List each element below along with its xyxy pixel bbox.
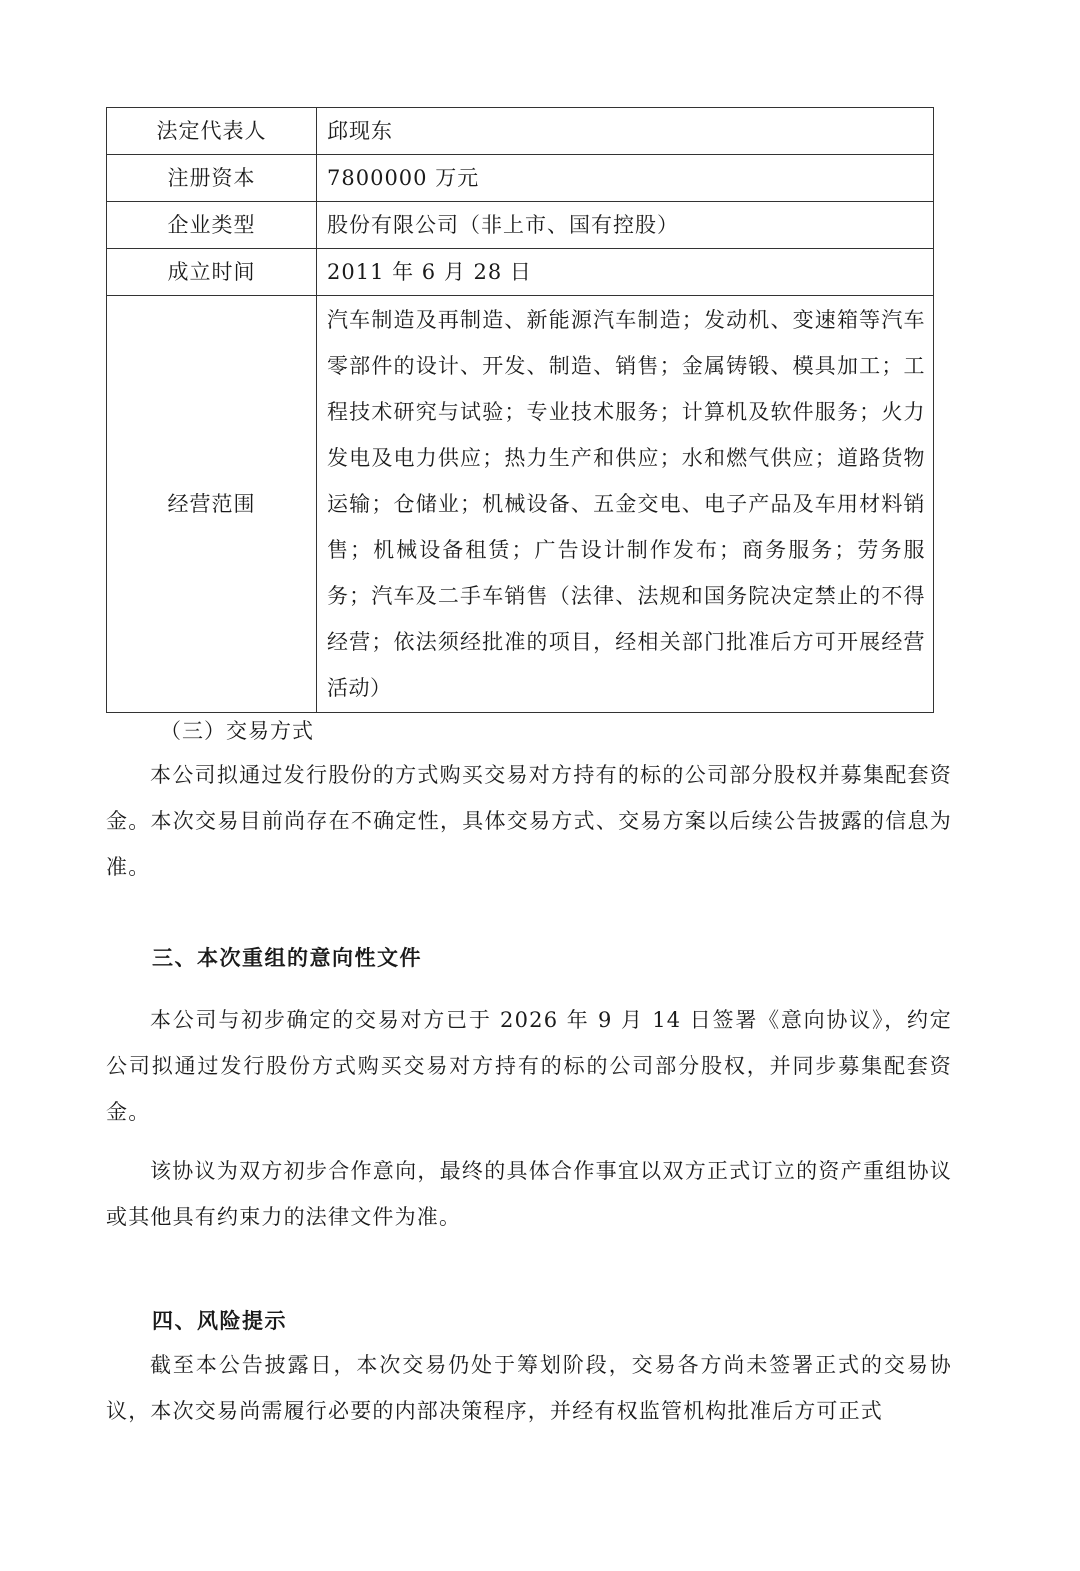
paragraph-transaction-method: 本公司拟通过发行股份的方式购买交易对方持有的标的公司部分股权并募集配套资金。本次交易目前尚存在不确定性，具体交易方式、交易方案以后续公告披露的信息为准。: [106, 763, 952, 879]
row-label-business-scope: 经营范围: [107, 296, 317, 713]
row-value-legal-rep: 邱现东: [317, 108, 934, 155]
row-label-founding-date: 成立时间: [107, 249, 317, 296]
row-label-legal-rep: 法定代表人: [107, 108, 317, 155]
table-row: [107, 155, 934, 202]
company-info-table: [106, 107, 934, 713]
row-value-registered-capital: 7800000 万元: [317, 155, 934, 202]
paragraph-intent-agreement: 本公司与初步确定的交易对方已于 2026 年 9 月 14 日签署《意向协议》，约定公司拟通过发行股份方式购买交易对方持有的标的公司部分股权，并同步募集配套资金。: [106, 1008, 952, 1124]
table-row: [107, 296, 934, 713]
table-row: [107, 202, 934, 249]
row-value-company-type: 股份有限公司（非上市、国有控股）: [317, 202, 934, 249]
row-value-business-scope: 汽车制造及再制造、新能源汽车制造；发动机、变速箱等汽车零部件的设计、开发、制造、销售；金属铸锻、模具加工；工程技术研究与试验；专业技术服务；计算机及软件服务；火力发电及电力供应；热力生产和供应；水和燃气供应；道路货物运输；仓储业；机械设备、五金交电、电子产品及车用材料销售；机械设备租赁；广告设计制作发布；商务服务；劳务服务；汽车及二手车销售（法律、法规和国务院决定禁止的不得经营；依法须经批准的项目，经相关部门批准后方可开展经营活动）: [317, 296, 934, 713]
subsection-heading-transaction-method: （三）交易方式: [160, 719, 314, 743]
paragraph-agreement-nature: 该协议为双方初步合作意向，最终的具体合作事宜以双方正式订立的资产重组协议或其他具有约束力的法律文件为准。: [106, 1159, 952, 1229]
section-title-risk-warning: 四、风险提示: [152, 1309, 287, 1333]
table-row: [107, 249, 934, 296]
row-value-founding-date: 2011 年 6 月 28 日: [317, 249, 934, 296]
paragraph-risk-warning: 截至本公告披露日，本次交易仍处于筹划阶段，交易各方尚未签署正式的交易协议，本次交易尚需履行必要的内部决策程序，并经有权监管机构批准后方可正式: [106, 1353, 952, 1423]
row-label-company-type: 企业类型: [107, 202, 317, 249]
table-row: [107, 108, 934, 155]
row-label-registered-capital: 注册资本: [107, 155, 317, 202]
section-title-intent-documents: 三、本次重组的意向性文件: [152, 946, 422, 970]
